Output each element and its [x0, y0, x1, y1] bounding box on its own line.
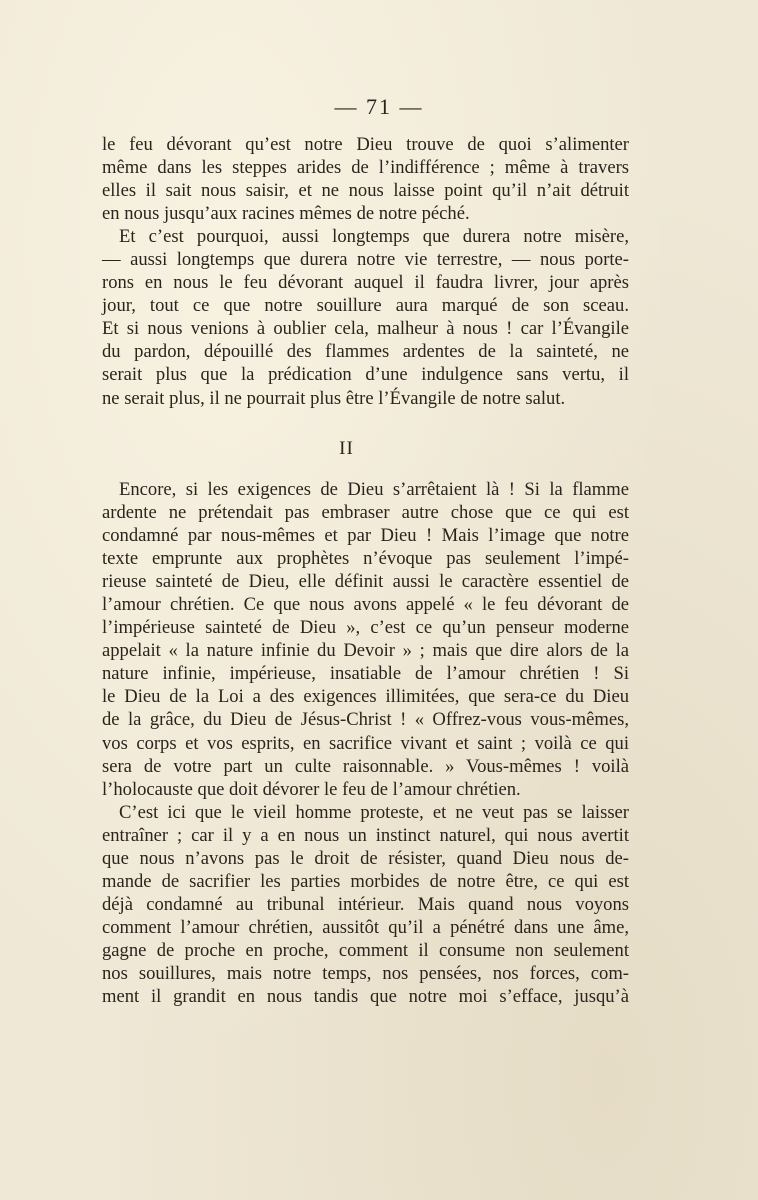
text-line: que nous n’avons pas le droit de résister, quand Dieu nous de-	[102, 847, 629, 869]
text-line: en nous jusqu’aux racines mêmes de notre péché.	[102, 203, 470, 225]
text-line: même dans les steppes arides de l’indifférence ; même à travers	[102, 157, 629, 179]
text-line: déjà condamné au tribunal intérieur. Mais quand nous voyons	[102, 893, 629, 915]
text-line: mande de sacrifier les parties morbides de notre être, ce qui est	[102, 870, 629, 892]
text-line: du pardon, dépouillé des flammes ardentes de la sainteté, ne	[102, 341, 629, 363]
text-line: l’holocauste que doit dévorer le feu de l’amour chrétien.	[102, 778, 521, 800]
text-line: comment l’amour chrétien, aussitôt qu’il a pénétré dans une âme,	[102, 916, 629, 938]
text-line: appelait « la nature infinie du Devoir » ; mais que dire alors de la	[102, 640, 629, 662]
text-line: l’impérieuse sainteté de Dieu », c’est ce qu’un penseur moderne	[102, 617, 629, 639]
text-line: condamné par nous-mêmes et par Dieu ! Mais l’image que notre	[102, 525, 629, 547]
paragraph-block-1	[102, 133, 629, 410]
text-line: de la grâce, du Dieu de Jésus-Christ ! « Offrez-vous vous-mêmes,	[102, 709, 629, 731]
text-line: le Dieu de la Loi a des exigences illimitées, que sera-ce du Dieu	[102, 686, 629, 708]
text-line: Encore, si les exigences de Dieu s’arrêtaient là ! Si la flamme	[119, 479, 629, 500]
text-line: nature infinie, impérieuse, insatiable de l’amour chrétien ! Si	[102, 663, 629, 685]
text-line: jour, tout ce que notre souillure aura marqué de son sceau.	[102, 295, 629, 317]
paragraph-block-2	[102, 478, 629, 1008]
text-line: — aussi longtemps que durera notre vie terrestre, — nous porte-	[102, 249, 629, 271]
page-number: — 71 —	[334, 94, 424, 119]
text-line: ardente ne prétendait pas embraser autre chose que ce qui est	[102, 502, 629, 524]
text-line: C’est ici que le vieil homme proteste, et ne veut pas se laisser	[119, 801, 629, 823]
text-line: sera de votre part un culte raisonnable. » Vous-mêmes ! voilà	[102, 755, 629, 777]
text-line: l’amour chrétien. Ce que nous avons appelé « le feu dévorant de	[102, 594, 629, 616]
text-line: rons en nous le feu dévorant auquel il faudra livrer, jour après	[102, 272, 629, 294]
section-heading: II	[339, 438, 354, 459]
text-line: le feu dévorant qu’est notre Dieu trouve de quoi s’alimenter	[102, 134, 629, 155]
text-line: Et c’est pourquoi, aussi longtemps que durera notre misère,	[119, 226, 629, 248]
text-line: vos corps et vos esprits, en sacrifice vivant et saint ; voilà ce qui	[102, 732, 629, 754]
text-line: serait plus que la prédication d’une indulgence sans vertu, il	[102, 364, 629, 386]
text-line: elles il sait nous saisir, et ne nous laisse point qu’il n’ait détruit	[102, 180, 629, 202]
text-line: nos souillures, mais notre temps, nos pensées, nos forces, com-	[102, 962, 629, 984]
text-line: Et si nous venions à oublier cela, malheur à nous ! car l’Évangile	[102, 318, 629, 340]
text-line: ment il grandit en nous tandis que notre moi s’efface, jusqu’à	[102, 986, 629, 1008]
text-line: gagne de proche en proche, comment il consume non seulement	[102, 939, 629, 961]
text-line: entraîner ; car il y a en nous un instinct naturel, qui nous avertit	[102, 824, 629, 846]
text-line: rieuse sainteté de Dieu, elle définit aussi le caractère essentiel de	[102, 571, 629, 593]
text-line: ne serait plus, il ne pourrait plus être l’Évangile de notre salut.	[102, 387, 566, 409]
text-line: texte emprunte aux prophètes n’évoque pas seulement l’impé-	[102, 548, 629, 570]
